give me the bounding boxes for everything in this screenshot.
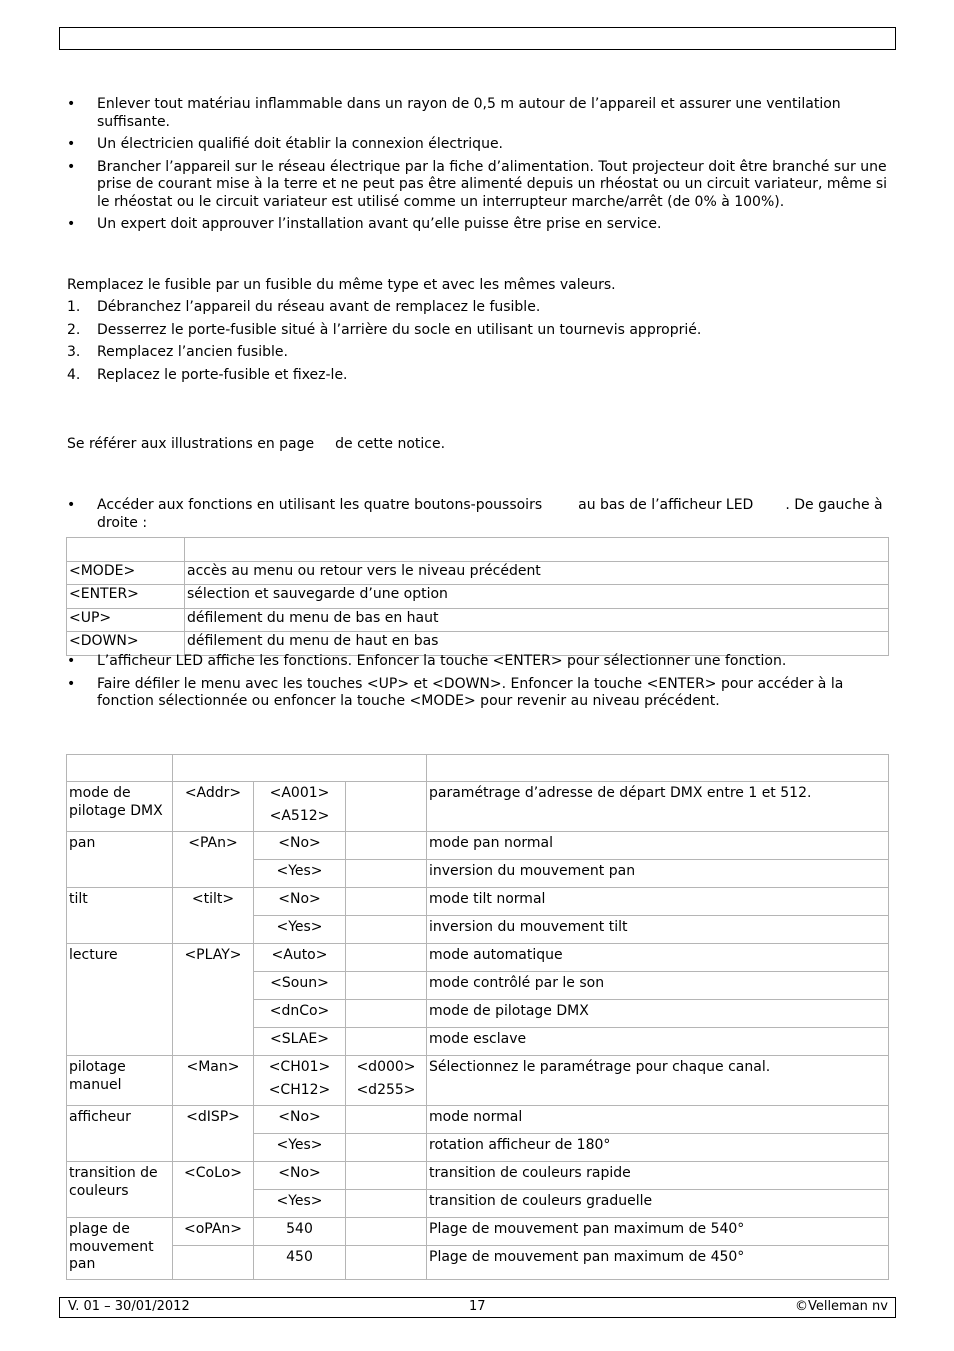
fuse-intro: Remplacez le fusible par un fusible du même type et avec les mêmes valeurs.	[67, 277, 616, 293]
table-row	[67, 944, 889, 972]
controls-intro	[0, 497, 954, 532]
menu-desc: mode contrôlé par le son	[427, 972, 889, 1000]
menu-desc: mode esclave	[427, 1028, 889, 1056]
menu-name: transition de couleurs	[67, 1162, 173, 1218]
list-item	[0, 344, 767, 362]
menu-option: <Soun>	[254, 972, 346, 1000]
menu-option: <No>	[254, 888, 346, 916]
installation-bullets	[0, 96, 954, 234]
option-value: <CH01>	[268, 1059, 331, 1075]
menu-desc: mode normal	[427, 1106, 889, 1134]
menu-desc: transition de couleurs rapide	[427, 1162, 889, 1190]
table-cell	[427, 755, 889, 782]
menu-desc: rotation afficheur de 180°	[427, 1134, 889, 1162]
menu-desc: paramétrage d’adresse de départ DMX entre 1 et 512.	[427, 782, 889, 832]
controls-text-3: . De gauche à droite :	[97, 497, 883, 531]
menu-name: plage de mouvement pan	[67, 1218, 173, 1280]
list-item	[0, 322, 767, 340]
table-cell	[346, 832, 427, 860]
option-value: <d000>	[356, 1059, 416, 1075]
table-cell	[346, 1246, 427, 1280]
menu-desc: Plage de mouvement pan maximum de 540°	[427, 1218, 889, 1246]
table-row	[67, 1162, 889, 1190]
table-cell	[346, 1000, 427, 1028]
button-desc: sélection et sauvegarde d’une option	[185, 585, 889, 609]
menu-desc: mode de pilotage DMX	[427, 1000, 889, 1028]
refer-text-1: Se référer aux illustrations en page	[67, 436, 315, 452]
option-value: <A001>	[269, 785, 330, 801]
table-cell	[346, 782, 427, 832]
list-item	[0, 497, 954, 532]
table-cell	[346, 860, 427, 888]
menu-option: <SLAE>	[254, 1028, 346, 1056]
table-row	[67, 1246, 889, 1280]
table-row	[67, 782, 889, 832]
menu-name: pilotage manuel	[67, 1056, 173, 1106]
menu-option: <Yes>	[254, 860, 346, 888]
footer-page-number: 17	[469, 1299, 486, 1314]
menu-option: <No>	[254, 1106, 346, 1134]
list-item: • Faire défiler le menu avec les touches <UP> et <DOWN>. Enfoncer la touche <ENTER> pour accéder à la fonction sélectionnée ou enfoncer la touche <MODE> pour revenir au niveau précédent.	[0, 676, 954, 711]
step-number: 4.	[67, 366, 81, 383]
list-item: • Brancher l’appareil sur le réseau électrique par la fiche d’alimentation. Tout projecteur doit être branché sur une prise de courant mise à la terre et ne peut pas être alimenté depuis un rhéostat ou un circuit variateur, même si le rhéostat ou le circuit variateur est utilisé comme un interrupteur marche/arrêt (de 0% à 100%).	[0, 159, 954, 212]
menu-option	[254, 782, 346, 832]
button-key: <ENTER>	[67, 585, 185, 609]
list-item: • Un expert doit approuver l’installation avant qu’elle puisse être prise en service.	[0, 216, 954, 234]
menu-option: <No>	[254, 1162, 346, 1190]
menu-option: 540	[254, 1218, 346, 1246]
table-cell	[346, 1190, 427, 1218]
menu-desc: mode pan normal	[427, 832, 889, 860]
list-item: • Enlever tout matériau inflammable dans un rayon de 0,5 m autour de l’appareil et assurer une ventilation suffisante.	[0, 96, 954, 131]
menu-name: tilt	[67, 888, 173, 944]
table-cell	[67, 755, 173, 782]
table-cell	[346, 1134, 427, 1162]
table-row	[67, 888, 889, 916]
menu-desc: Plage de mouvement pan maximum de 450°	[427, 1246, 889, 1280]
menu-name: pan	[67, 832, 173, 888]
menu-desc: mode tilt normal	[427, 888, 889, 916]
controls-text-1: Accéder aux fonctions en utilisant les quatre boutons-poussoirs	[97, 497, 543, 513]
button-desc: accès au menu ou retour vers le niveau précédent	[185, 561, 889, 585]
page-footer	[59, 1297, 896, 1318]
menu-value	[346, 1056, 427, 1106]
table-row	[67, 608, 889, 632]
menu-code: <Man>	[173, 1056, 254, 1106]
table-row	[67, 1106, 889, 1134]
table-row	[67, 1056, 889, 1106]
table-row	[67, 632, 889, 656]
page-header-box	[59, 27, 896, 50]
table-cell	[346, 916, 427, 944]
menu-option: <Yes>	[254, 916, 346, 944]
footer-version: V. 01 – 30/01/2012	[68, 1299, 190, 1314]
controls-bullets	[0, 653, 954, 711]
button-key: <MODE>	[67, 561, 185, 585]
refer-line	[67, 436, 445, 453]
step-number: 3.	[67, 344, 81, 360]
table-row	[67, 832, 889, 860]
menu-option: <Auto>	[254, 944, 346, 972]
menu-desc: Sélectionnez le paramétrage pour chaque canal.	[427, 1056, 889, 1106]
menu-desc: mode automatique	[427, 944, 889, 972]
list-item: • Un électricien qualifié doit établir la connexion électrique.	[0, 136, 954, 154]
footer-copyright: ©Velleman nv	[794, 1299, 888, 1314]
refer-text-2: de cette notice.	[335, 436, 446, 452]
step-text: Replacez le porte-fusible et fixez-le.	[97, 366, 348, 383]
table-row	[67, 1218, 889, 1246]
menu-option: 450	[254, 1246, 346, 1280]
step-number: 2.	[67, 321, 81, 338]
step-text: Desserrez le porte-fusible situé à l’arrière du socle en utilisant un tournevis approprié.	[97, 321, 702, 338]
menu-code: <dISP>	[173, 1106, 254, 1162]
table-row	[67, 585, 889, 609]
table-cell	[173, 755, 427, 782]
menu-code: <PAn>	[173, 832, 254, 888]
table-cell	[173, 1246, 254, 1280]
option-value: <A512>	[269, 807, 330, 824]
list-item: • L’afficheur LED affiche les fonctions. Enfoncer la touche <ENTER> pour sélectionner une fonction.	[0, 653, 954, 671]
menu-code: <PLAY>	[173, 944, 254, 1056]
button-desc: défilement du menu de haut en bas	[185, 632, 889, 656]
table-cell	[346, 888, 427, 916]
button-key: <DOWN>	[67, 632, 185, 656]
list-item	[0, 367, 767, 385]
table-cell	[346, 1218, 427, 1246]
table-cell	[346, 1028, 427, 1056]
table-cell	[185, 538, 889, 562]
step-text: Remplacez l’ancien fusible.	[97, 344, 288, 360]
menu-code: <tilt>	[173, 888, 254, 944]
fuse-steps	[0, 299, 767, 384]
buttons-table	[66, 537, 889, 656]
menu-option: <Yes>	[254, 1134, 346, 1162]
option-value: <CH12>	[268, 1081, 331, 1098]
table-cell	[346, 944, 427, 972]
menu-desc: transition de couleurs graduelle	[427, 1190, 889, 1218]
controls-text-2: au bas de l’afficheur LED	[578, 497, 754, 513]
menu-desc: inversion du mouvement pan	[427, 860, 889, 888]
table-row	[67, 561, 889, 585]
step-number: 1.	[67, 299, 81, 315]
menu-option: <dnCo>	[254, 1000, 346, 1028]
menu-desc: inversion du mouvement tilt	[427, 916, 889, 944]
menu-option	[254, 1056, 346, 1106]
menu-option: <No>	[254, 832, 346, 860]
step-text: Débranchez l’appareil du réseau avant de remplacez le fusible.	[97, 299, 541, 315]
table-cell	[346, 1162, 427, 1190]
menu-name: lecture	[67, 944, 173, 1056]
table-header-row	[67, 755, 889, 782]
menu-name: mode de pilotage DMX	[67, 782, 173, 832]
option-value: <d255>	[356, 1081, 416, 1098]
table-cell	[346, 1106, 427, 1134]
menu-table	[66, 754, 889, 1280]
table-header-row	[67, 538, 889, 562]
menu-code: <Addr>	[173, 782, 254, 832]
menu-option: <Yes>	[254, 1190, 346, 1218]
menu-name: afficheur	[67, 1106, 173, 1162]
table-cell	[346, 972, 427, 1000]
table-cell	[67, 538, 185, 562]
button-key: <UP>	[67, 608, 185, 632]
list-item	[0, 299, 767, 317]
menu-code: <oPAn>	[173, 1218, 254, 1246]
button-desc: défilement du menu de bas en haut	[185, 608, 889, 632]
menu-code: <CoLo>	[173, 1162, 254, 1218]
